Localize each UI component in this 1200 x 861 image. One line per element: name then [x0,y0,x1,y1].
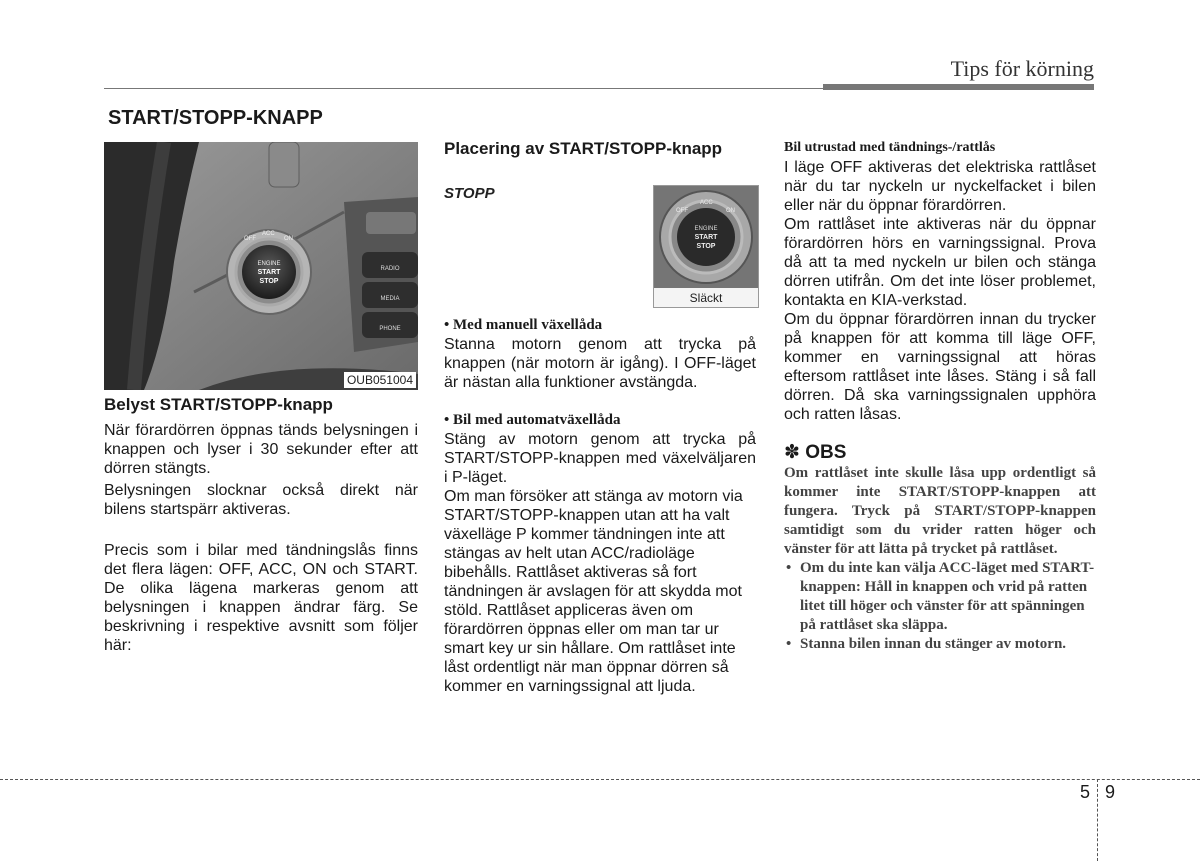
running-header: Tips för körning [950,56,1094,81]
paragraph: Stanna motorn genom att trycka på knappen (när motorn är igång). I OFF-läget är nästan alla funktioner avstängda. [444,336,756,391]
section-title: START/STOPP-KNAPP [108,107,323,129]
note-heading: ✽ OBS [784,442,847,463]
paragraph: Om du öppnar förardörren innan du trycker på knappen för att komma till läge OFF, kommer en varningssignal att höras eftersom rattlåset inte låses. Stäng i så fall dörren. Då ska varningssignalen upphöra och ratten låsas. [784,311,1096,423]
note-list [784,559,1096,654]
radio-label: RADIO [380,266,400,272]
button-text-engine: ENGINE [257,261,281,267]
figure-caption: Släckt [689,291,723,305]
paragraph: Om rattlåset inte aktiveras när du öppnar förardörren hörs en varningssignal. Prova då att ta med nyckeln ur bilen och stänga dörren utifrån. Om det inte löser problemet, kontakta en KIA-verkstad. [784,216,1096,309]
subheading-steering-lock: Bil utrustad med tändnings-/rattlås [784,140,996,155]
media-label: MEDIA [380,296,400,302]
on-label: ON [284,236,293,242]
button-text-start: START [257,269,281,276]
button-text-start: START [694,234,718,241]
header-rule-thick [823,84,1094,90]
dashboard-photo [104,142,418,390]
button-text-stop: STOP [259,278,279,285]
off-label: OFF [244,236,256,242]
note-text: Om rattlåset inte skulle låsa upp ordentligt så kommer inte START/STOPP-knappen att fungera. Tryck på START/STOPP-knappen samtidigt som du vrider ratten höger och vänster för att lätta på trycket på rattlåset. [784,465,1096,557]
footer-rule [0,779,1200,780]
acc-label: ACC [700,200,713,206]
paragraph: Om man försöker att stänga av motorn via START/STOPP-knappen utan att ha valt växelläge P kommer tändningen inte att stängas av helt utan ACC/radioläge bibehålls. Rattlåset aktiveras så fort tändningen är avslagen för att skydda mot stöld. Rattlåset appliceras även om förardörren öppnas eller om man tar ur smart key ur sin hållare. Om rattlåset inte låst ordentligt när man öppnar dörren så kommer en varningssignal att ljuda. [444,488,743,695]
header-rule [104,88,1094,89]
stopp-label: STOPP [444,185,495,202]
paragraph: Precis som i bilar med tändningslås finns det flera lägen: OFF, ACC, ON och START. De olika lägena markeras genom att belysningen i knappen ändrar färg. Se beskrivning i respektive avsnitt som följer här: [104,542,418,654]
button-figure [653,185,759,308]
button-text-engine: ENGINE [694,226,718,232]
note-list-item: • Stanna bilen innan du stänger av motorn. [786,636,1067,652]
page-number: 9 [1105,782,1116,802]
subheading-illuminated: Belyst START/STOPP-knapp [104,395,333,414]
subheading-placement: Placering av START/STOPP-knapp [444,139,723,158]
paragraph: När förardörren öppnas tänds belysningen i knappen och lyser i 30 sekunder efter att dörren stängts. [104,422,418,477]
column-3 [784,139,1096,654]
button-photo [654,186,758,288]
paragraph: I läge OFF aktiveras det elektriska rattlåset när du tar nyckeln ur nyckelfacket i bilen eller när du öppnar förardörren. [784,159,1096,214]
bullet-heading-automatic: • Bil med automatväxellåda [444,412,621,428]
column-1 [104,395,418,655]
button-text-stop: STOP [696,243,716,250]
footer-divider [1097,779,1098,861]
acc-label: ACC [262,231,275,237]
column-2 [444,316,756,696]
phone-label: PHONE [379,326,401,332]
on-label: ON [726,208,735,214]
off-label: OFF [676,208,688,214]
note-list-item: • Om du inte kan välja ACC-läget med START-knappen: Håll in knappen och vrid på ratten litet till höger och vänster för att spänningen på rattlåset ska släppa. [786,560,1095,633]
note-box [784,464,1096,654]
paragraph: Stäng av motorn genom att trycka på START/STOPP-knappen med växelväljaren i P-läget. [444,431,756,486]
section-number: 5 [1080,782,1091,802]
figure-code: OUB051004 [344,372,416,388]
bullet-heading-manual: • Med manuell växellåda [444,317,603,333]
paragraph: Belysningen slocknar också direkt när bilens startspärr aktiveras. [104,482,418,518]
